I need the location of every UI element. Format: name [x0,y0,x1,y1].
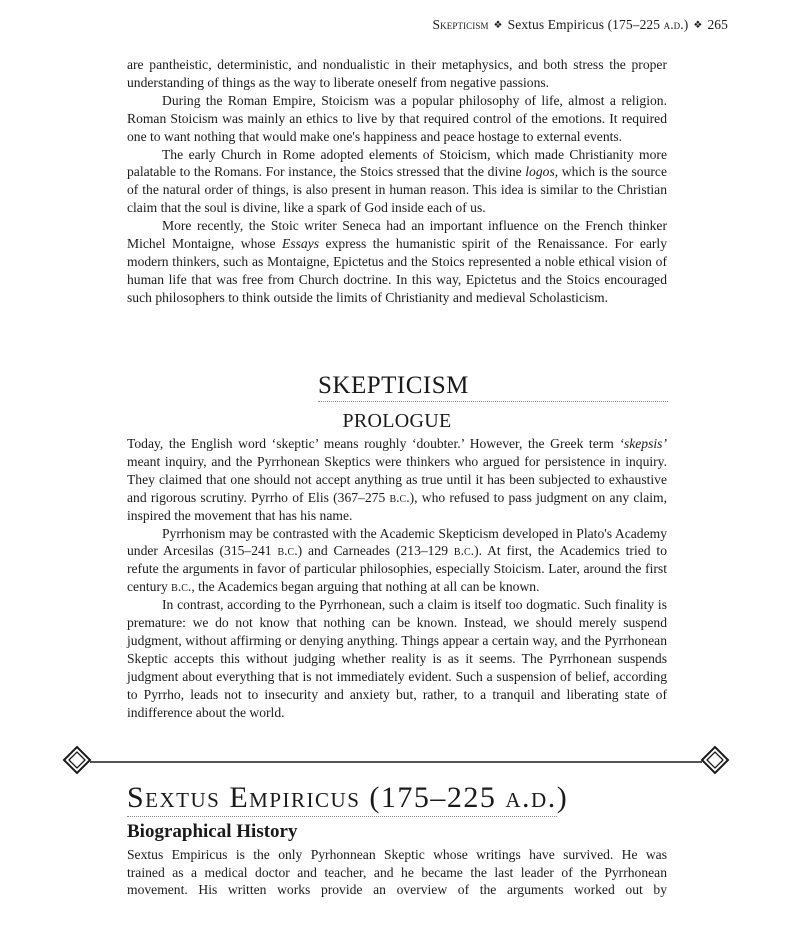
ornamental-rule [62,745,730,775]
biography-text [127,846,667,899]
diamond-ornament-icon [702,747,728,773]
skepsis-term: ‘skepsis’ [619,436,667,451]
diamond-ornament-icon [64,747,90,773]
paragraph: In contrast, according to the Pyrrhonean, such a claim is itself too dogmatic. Such finality is premature: we do not know that nothing can be known. Instead, we should merely suspend judgment, without affirming or denying anything. Things appear a certain way, and the Pyrrhonean Skeptic accepts this without judging whether reality is as it seems. The Pyrrhonean suspends judgment about everything that is not immediately evident. Such a suspension of belief, according to Pyrrho, leads not to insecurity and anxiety but, rather, to a tranquil and liberating state of indifference about the world. [127,597,667,720]
prologue-text [127,435,667,722]
running-head-era: a.d.) [663,17,689,32]
skepticism-heading: SKEPTICISM [318,371,668,402]
subsection-title: Biographical History [127,821,298,842]
running-head-chapter: Sextus Empiricus (175–225 [507,17,661,32]
intro-text [127,56,667,307]
section-title: Sextus Empiricus (175–225 a.d.) [127,780,557,817]
paragraph: are pantheistic, deterministic, and nondualistic in their metaphysics, and both stress the proper understanding of things as the way to liberate oneself from negative passions. [127,57,667,90]
paragraph: Pyrrhonism may be contrasted with the Academic Skepticism developed in Plato's Academy under Arcesilas (315–241 b.c.) and Carneades (213–129 b.c.). At first, the Academics tried to refute the arguments in favor of particular philosophies, especially Stoicism. Later, around the first century b.c., the Academics began arguing that nothing at all can be known. [127,525,668,595]
text-line: Sextus Empiricus is the only Pyrhonnean Skeptic whose writings have survived. He was [127,847,667,862]
running-head-section: Skepticism [432,17,489,32]
page-number: 265 [707,17,728,32]
paragraph: During the Roman Empire, Stoicism was a popular philosophy of life, almost a religion. Roman Stoicism was mainly an ethics to live by that required control of the emotions. It required one to want nothing that would make one's happiness and peace hostage to external events. [127,92,667,144]
diamond-separator-icon: ❖ [693,20,703,31]
paragraph: Today, the English word ‘skeptic’ means roughly ‘doubter.’ However, the Greek term ‘skepsis’ meant inquiry, and the Pyrrhonean Skeptics were thinkers who argued for persistence in inquiry. They claimed that one should not accept anything as true until it has been subjected to exhaustive and rigorous scrutiny. Pyrrho of Elis (367–275 b.c.), who refused to pass judgment on any claim, inspired the movement that has his name. [127,436,667,523]
paragraph: The early Church in Rome adopted elements of Stoicism, which made Christianity more palatable to the Romans. For instance, the Stoics stressed that the divine logos, which is the source of the natural order of things, is also present in human reason. This idea is similar to the Christian claim that the soul is divine, like a spark of God inside each of us. [127,146,667,216]
text-line: movement. His written works provide an overview of the arguments worked out by [127,882,667,898]
diamond-separator-icon: ❖ [493,20,503,31]
paragraph: More recently, the Stoic writer Seneca had an important influence on the French thinker Michel Montaigne, whose Essays express the humanistic spirit of the Renaissance. For early modern thinkers, such as Montaigne, Epictetus and the Stoics represented a noble ethical vision of human life that was free from Church doctrine. In this way, Epictetus and the Stoics encouraged such philosophers to think outside the limits of Christianity and medieval Scholasticism. [127,218,667,305]
logos-term: logos [525,164,555,180]
text-line: trained as a medical doctor and teacher, and he became the last leader of the Pyrrhonean [127,864,667,880]
prologue-heading: PROLOGUE [342,410,452,432]
essays-title: Essays [282,236,320,252]
running-head [433,17,728,33]
